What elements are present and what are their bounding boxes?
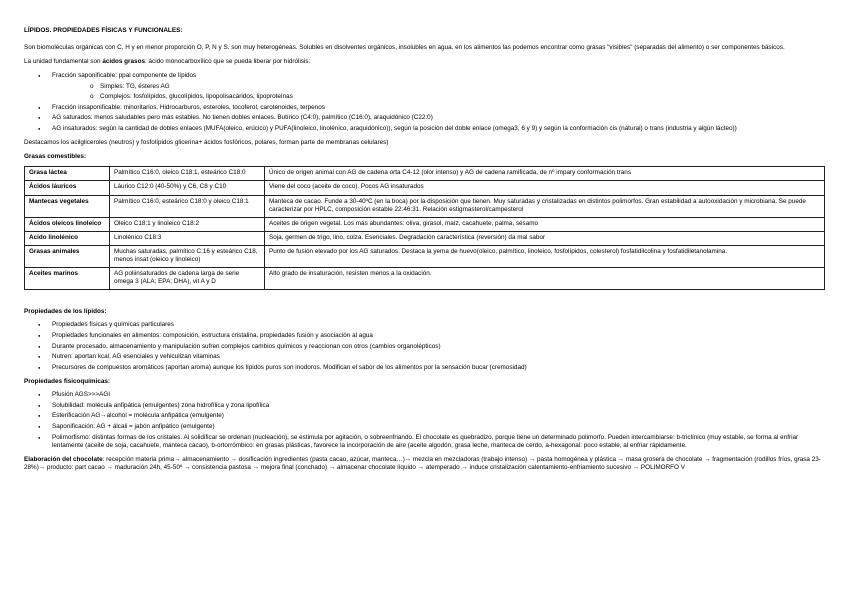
chocolate-label: Elaboración del chocolate — [24, 455, 103, 463]
table-row — [25, 217, 825, 231]
table-row — [25, 268, 825, 290]
saponifiable-sublist — [52, 83, 824, 102]
table-cell-description: Viene del coco (aceite de coco). Pocos AG insaturados — [265, 181, 825, 195]
list-item: ● Solubilidad: molécula anfipática (emulgentes) zona hidrofílica y zona lipofílica — [24, 402, 824, 410]
table-row — [25, 195, 825, 217]
table-cell-description: Soja, germen de trigo, lino, colza. Esenciales. Degradación característica (reversión) da mal sabor — [265, 231, 825, 245]
list-item: ● Pfusión AGS>>>AGI — [24, 391, 824, 399]
list-item: ● Durante procesado, almacenamiento y manipulación sufren complejos cambios químicos y reaccionan con otros (cambios organolépticos) — [24, 343, 824, 351]
unit-line-pre: La unidad fundamental son — [24, 58, 103, 66]
list-item: ● Nutren: aportan kcal, AG esenciales y vehiculizan vitaminas — [24, 353, 824, 361]
sublist-item: o Simples: TG, ésteres AG — [52, 83, 824, 91]
table-cell-name: Ácidos oleicos linoleico — [25, 217, 110, 231]
list-item-saponifiable — [24, 72, 824, 101]
table-cell-composition: Oleico C18:1 y linoleico C18:2 — [110, 217, 265, 231]
sublist-item: o Complejos: fosfolípidos, glucolípidos, lipopolisacáridos, lipoproteínas — [52, 93, 824, 101]
list-item: ● Polimorfismo: distintas formas de los cristales. Al solidificar se ordenan (nucleación), se estimula por agitación, o sobreenfriando. El chocolate es quebradizo, porque tiene un determinado polimorfo. Pueden intercambiarse: b-triclínico (muy estable, se forma al enfriar lentamente (aceite de soja, cacahuete, manteca cacao), b-ortorrómbico: en grasas plásticas, favorece la incorporación de aire (aceite algodón, grasa leche, manteca de cerdo, a-hexagonal: poco estable, al enfriar rápidamente. — [24, 434, 824, 450]
list-item: ● AG saturados: menos saludables pero más estables. No tienen dobles enlaces. Butírico (C4:0), palmítico (C16:0), araquidónico (C22:0) — [24, 114, 824, 122]
table-cell-composition: Muchas saturadas, palmítico C:16 y esteárico C18, menos insat (oleico y linoleico) — [110, 245, 265, 267]
unit-line-post: : ácido monocarboxílico que se pueda liberar por hidrólisis: — [144, 58, 311, 66]
saponifiable-text: Fracción saponificable: ppal componente de lípidos — [52, 72, 197, 80]
page-title: LÍPIDOS. PROPIEDADES FÍSICAS Y FUNCIONALES: — [24, 27, 183, 34]
table-cell-description: Punto de fusión elevado por los AG saturados. Destaca la yema de huevo(oleico, palmítico, linoleico, fosfolípidos, colesterol) fosfatidilcolina y fosfatidiletanolamina. — [265, 245, 825, 267]
table-row — [25, 167, 825, 181]
table-cell-name: Mantecas vegetales — [25, 195, 110, 217]
unit-line — [24, 58, 824, 66]
chocolate-paragraph — [24, 456, 824, 472]
list-item: ● Fracción insaponificable: minoritarios. Hidrocarburos, esteroles, tocoferol, carotenoides, terpenos — [24, 104, 824, 112]
propiedades-heading: Propiedades de los lípidos: — [24, 308, 107, 316]
chocolate-text: : recepción materia prima→ almacenamiento → dosificación ingredientes (pasta cacao, azúcar, manteca…)→ mezcla en mezcladoras (trabajo intenso) → pasta homogénea y plástica → masa grosera de chocolate → fragmentación (rodillos fríos, grasa 23-28%)→ producto: part cacao → maduración 24h, 45-50º → consistencia pastosa → mejora final (conchado) → almacenar chocolate líquido → atemperado → induce cristalización calentamiento-enfriamiento sucesivo → POLIMORFO V — [24, 455, 821, 471]
intro-paragraph: Son biomoléculas orgánicas con C, H y en menor proporción O, P, N y S. son muy heterogéneas. Solubles en disolventes orgánicos, insolubles en agua. en los alimentos las podemos encontrar como grasas "visibles" (separadas del alimento) o ser componentes básicos. — [24, 44, 785, 52]
table-cell-composition: Linolénico C18:3 — [110, 231, 265, 245]
fractions-list — [24, 72, 824, 133]
fisico-list — [24, 391, 824, 450]
fisico-heading: Propiedades fisicoquímicas: — [24, 378, 111, 386]
list-item: ● Precursores de compuestos aromáticos (aportan aroma) aunque los lípidos puros son inodoros. Modifican el sabor de los alimentos por la sensación bucar (cremosidad) — [24, 364, 824, 372]
propiedades-list — [24, 321, 824, 372]
table-cell-name: Grasa láctea — [25, 167, 110, 181]
list-item: ● Propiedades funcionales en alimentos: composición, estructura cristalina, propiedades fusión y asociación al agua — [24, 332, 824, 340]
grasas-table — [24, 166, 825, 290]
table-cell-description: Alto grado de insaturación, resisten menos a la oxidación. — [265, 268, 825, 290]
table-cell-composition: Palmítico C16:0, esteárico C18:0 y oleico C18:1 — [110, 195, 265, 217]
table-cell-name: Grasas animales — [25, 245, 110, 267]
table-row — [25, 245, 825, 267]
table-cell-description: Único de origen animal con AG de cadena orta C4-12 (olor intenso) y AG de cadena ramificada, de nº impary conformación trans — [265, 167, 825, 181]
table-cell-composition: Palmítico C16:0, oleico C18:1, esteárico C18:0 — [110, 167, 265, 181]
table-cell-description: Aceites de origen vegetal. Los más abundantes: oliva, girasol, maíz, cacahuete, palma, sésamo — [265, 217, 825, 231]
grasas-heading: Grasas comestibles: — [24, 153, 87, 161]
table-cell-name: Ácidos láuricos — [25, 181, 110, 195]
list-item: ● Propiedades físicas y químicas particulares — [24, 321, 824, 329]
table-row — [25, 181, 825, 195]
table-cell-name: Acido linolénico — [25, 231, 110, 245]
table-cell-composition: AG poliinsaturados de cadena larga de serie omega 3 (ALA; EPA; DHA), vit A y D — [110, 268, 265, 290]
table-cell-composition: Láurico C12:0 (40-50%) y C6, C8 y C10 — [110, 181, 265, 195]
acylglycerols-paragraph: Destacamos los acilgliceroles (neutros) y fosfolípidos glicerina+ ácidos fosfóricos, polares, forman parte de membranas celulares) — [24, 139, 389, 147]
table-cell-name: Aceites marinos — [25, 268, 110, 290]
table-cell-description: Manteca de cacao. Funde a 30-40ºC (en la boca) por la disposición que tienen. Muy saturadas y cristalizadas en distintos polimorfos. Gran estabilidad a autooxidación y microbiana. Se puede caracterizar por HPLC, composición estable 22:46:31. Relación estigmasterol/campesterol — [265, 195, 825, 217]
list-item: ● AG insaturados: según la cantidad de dobles enlaces (MUFA(oleico, erúcico) y PUFA(linoleico, linolénico, araquidónico)), según la posición del doble enlace (omega3, 6 y 9) y según la conformación cis (natural) o trans (industria y algún lácteo)) — [24, 125, 824, 133]
unit-line-bold: ácidos grasos — [102, 58, 145, 66]
list-item: ● Saponificación: AG + álcali = jabón anfipático (emulgente) — [24, 423, 824, 431]
list-item: ● Esterificación AG→alcohol = molécula anfipática (emulgente) — [24, 412, 824, 420]
table-row — [25, 231, 825, 245]
